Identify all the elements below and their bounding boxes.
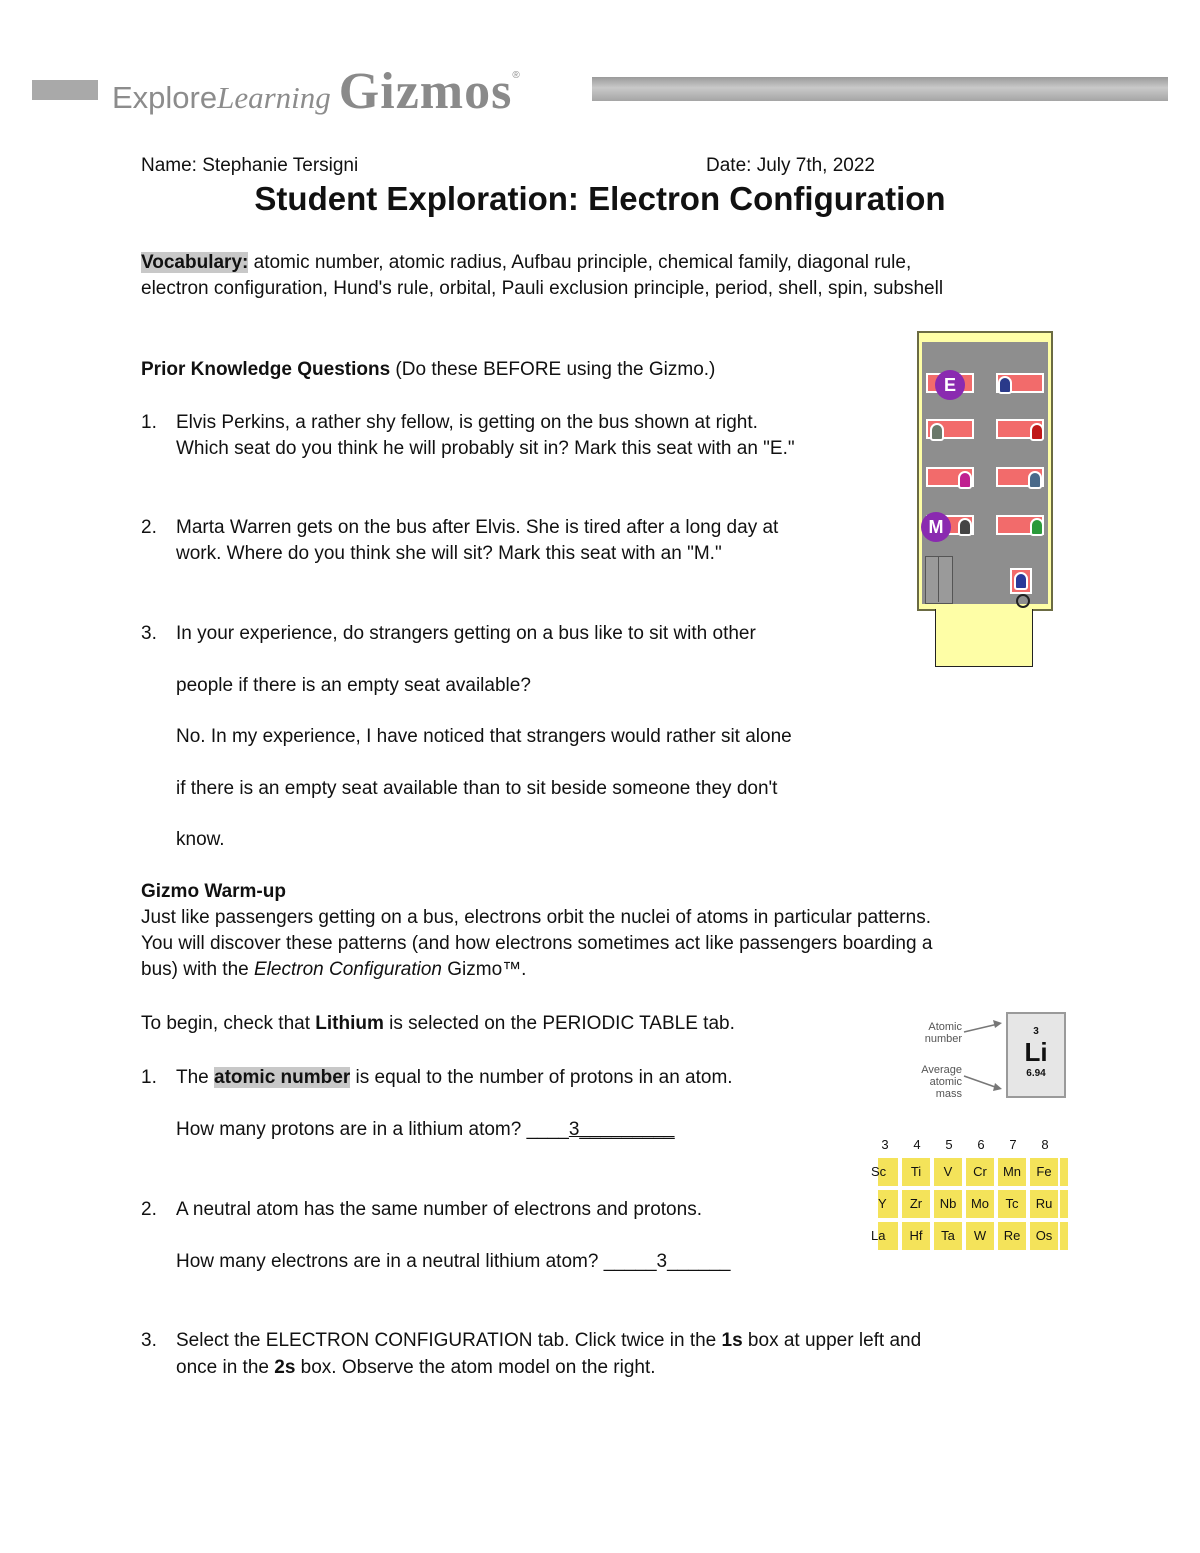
logo-reg-mark: ® xyxy=(512,70,520,81)
warmup-heading: Gizmo Warm-up xyxy=(141,881,286,902)
student-name: Name: Stephanie Tersigni xyxy=(141,155,359,176)
element-cell: Y xyxy=(878,1190,900,1218)
bus-door-divider xyxy=(938,556,939,602)
warmup-para-line-2: You will discover these patterns (and how electrons sometimes act like passengers boarding a xyxy=(141,933,933,954)
w3-number: 3. xyxy=(141,1330,157,1351)
group-number-label: 8 xyxy=(1041,1137,1049,1152)
answer-3-line-3: know. xyxy=(176,829,225,850)
element-cell: Ta xyxy=(934,1222,964,1250)
callout-arrows xyxy=(960,1016,1008,1096)
callout-average-mass: Average atomic mass xyxy=(921,1064,962,1100)
answer-3-line-1: No. In my experience, I have noticed that strangers would rather sit alone xyxy=(176,726,792,747)
passenger-icon xyxy=(958,518,972,536)
w2-question: How many electrons are in a neutral lithium atom? _____3______ xyxy=(176,1251,731,1272)
vocabulary-terms-2: electron configuration, Hund's rule, orbital, Pauli exclusion principle, period, shell, spin, subshell xyxy=(141,278,944,299)
q1-line-1: Elvis Perkins, a rather shy fellow, is getting on the bus shown at right. xyxy=(176,412,758,433)
vocabulary-line-1 xyxy=(141,250,911,276)
vocabulary-label: Vocabulary: xyxy=(141,252,249,273)
lithium-element-tile xyxy=(1006,1012,1066,1098)
group-number-label: 6 xyxy=(977,1137,985,1152)
q1-number: 1. xyxy=(141,412,157,433)
q3-line-2: people if there is an empty seat available? xyxy=(176,675,531,696)
element-cell: Mo xyxy=(966,1190,996,1218)
prior-heading-rest: (Do these BEFORE using the Gizmo.) xyxy=(390,359,716,380)
logo-learning: Learning xyxy=(217,80,331,115)
header-bar-right xyxy=(592,77,1168,101)
li-atomic-mass: 6.94 xyxy=(1026,1068,1046,1079)
warmup-para-line-1: Just like passengers getting on a bus, electrons orbit the nuclei of atoms in particular patterns. xyxy=(141,907,931,928)
passenger-icon xyxy=(930,423,944,441)
element-cell: Cr xyxy=(966,1158,996,1186)
element-cell: W xyxy=(966,1222,996,1250)
element-cell-partial xyxy=(1060,1190,1070,1218)
q3-line-1: In your experience, do strangers getting on a bus like to sit with other xyxy=(176,623,756,644)
li-symbol: Li xyxy=(1024,1037,1048,1067)
q3-number: 3. xyxy=(141,623,157,644)
steering-wheel-icon xyxy=(1016,594,1030,608)
passenger-icon xyxy=(1030,518,1044,536)
group-number-label: 4 xyxy=(913,1137,921,1152)
answer-3-line-2: if there is an empty seat available than to sit beside someone they don't xyxy=(176,778,778,799)
atomic-number-term: atomic number xyxy=(214,1067,351,1088)
date: Date: July 7th, 2022 xyxy=(706,155,875,176)
q1-line-2: Which seat do you think he will probably sit in? Mark this seat with an "E." xyxy=(176,438,795,459)
lithium-term: Lithium xyxy=(315,1013,384,1034)
w1-line-1: The atomic number is equal to the number of protons in an atom. xyxy=(176,1067,733,1088)
group-number-label: 3 xyxy=(881,1137,889,1152)
element-cell: V xyxy=(934,1158,964,1186)
passenger-icon xyxy=(1028,471,1042,489)
group-number-label: 7 xyxy=(1009,1137,1017,1152)
w3-line-1: Select the ELECTRON CONFIGURATION tab. Click twice in the 1s box at upper left and xyxy=(176,1330,922,1351)
passenger-icon xyxy=(998,376,1012,394)
prior-knowledge-heading xyxy=(141,357,715,383)
explorelearning-gizmos-logo xyxy=(112,62,520,120)
element-cell: Ti xyxy=(902,1158,932,1186)
page-title: Student Exploration: Electron Configuration xyxy=(254,180,946,217)
w3-line-2: once in the 2s box. Observe the atom model on the right. xyxy=(176,1357,656,1378)
vocabulary-terms-1: atomic number, atomic radius, Aufbau principle, chemical family, diagonal rule, xyxy=(248,252,912,273)
bus-door xyxy=(925,556,953,604)
w2-number: 2. xyxy=(141,1199,157,1220)
q2-line-2: work. Where do you think she will sit? Mark this seat with an "M." xyxy=(176,543,722,564)
element-cell-partial xyxy=(1060,1222,1070,1250)
logo-gizmos: Gizmos xyxy=(338,63,513,120)
bus-entrance-platform xyxy=(935,609,1033,667)
element-cell: Ru xyxy=(1030,1190,1060,1218)
w1-question: How many protons are in a lithium atom? ____3_________ xyxy=(176,1119,675,1140)
warmup-para-line-3: bus) with the Electron Configuration Gizmo™. xyxy=(141,959,527,980)
passenger-icon xyxy=(958,471,972,489)
group-number-label: 5 xyxy=(945,1137,953,1152)
w1-number: 1. xyxy=(141,1067,157,1088)
seat-mark-m: M xyxy=(921,512,951,542)
element-cell: Fe xyxy=(1030,1158,1060,1186)
element-cell: Hf xyxy=(902,1222,932,1250)
prior-heading-bold: Prior Knowledge Questions xyxy=(141,359,391,380)
w2-line-1: A neutral atom has the same number of electrons and protons. xyxy=(176,1199,702,1220)
q2-number: 2. xyxy=(141,517,157,538)
element-cell: Sc xyxy=(878,1158,900,1186)
element-cell: Mn xyxy=(998,1158,1028,1186)
element-cell-partial xyxy=(1060,1158,1070,1186)
logo-explore: Explore xyxy=(112,80,218,115)
passenger-icon xyxy=(1030,423,1044,441)
element-cell: Re xyxy=(998,1222,1028,1250)
q2-line-1: Marta Warren gets on the bus after Elvis. She is tired after a long day at xyxy=(176,517,779,538)
begin-instruction: To begin, check that Lithium is selected on the PERIODIC TABLE tab. xyxy=(141,1013,735,1034)
element-cell: Nb xyxy=(934,1190,964,1218)
element-cell: Zr xyxy=(902,1190,932,1218)
header-bar-left xyxy=(32,80,98,100)
driver-icon xyxy=(1014,572,1028,590)
li-atomic-number: 3 xyxy=(1033,1026,1039,1037)
element-cell: La xyxy=(878,1222,900,1250)
seat-mark-e: E xyxy=(935,370,965,400)
w1-answer: 3_________ xyxy=(568,1119,675,1140)
gizmo-name: Electron Configuration xyxy=(254,959,442,980)
element-cell: Os xyxy=(1030,1222,1060,1250)
callout-atomic-number: Atomic number xyxy=(924,1021,962,1045)
element-cell: Tc xyxy=(998,1190,1028,1218)
